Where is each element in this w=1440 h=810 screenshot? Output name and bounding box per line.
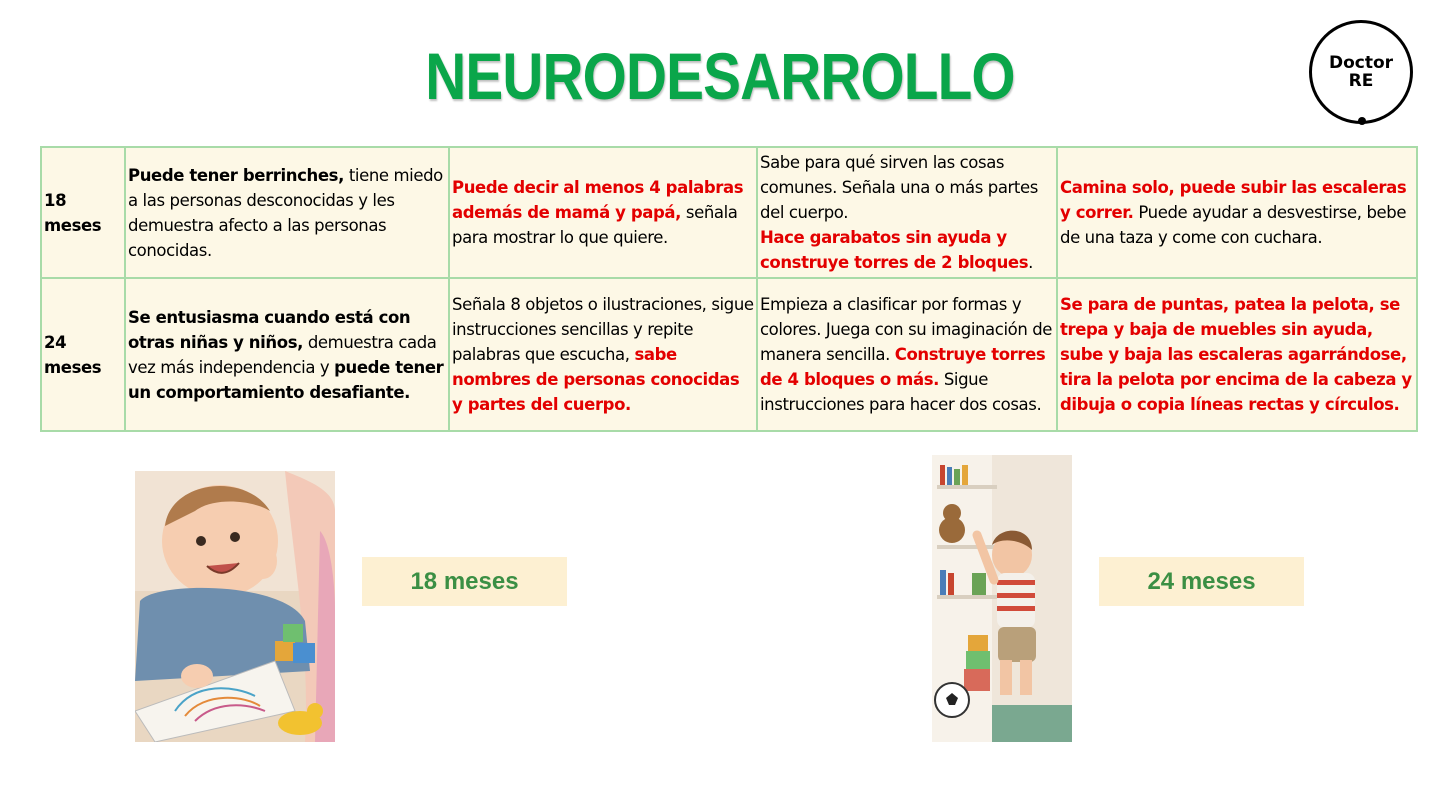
social-cell: Se entusiasma cuando está con otras niñas y niños, demuestra cada vez más independencia y puede tener un comportamiento desafiante.: [125, 278, 449, 431]
baby-drawing-illustration: [135, 471, 335, 742]
age-label-18: 18 meses: [362, 557, 567, 606]
motor-cell: Camina solo, puede subir las escaleras y correr. Puede ayudar a desvestirse, bebe de una taza y come con cuchara.: [1057, 147, 1417, 278]
language-cell: Señala 8 objetos o ilustraciones, sigue instrucciones sencillas y repite palabras que escucha, sabe nombres de personas conocidas y partes del cuerpo.: [449, 278, 757, 431]
table-row: [41, 278, 1417, 431]
cognitive-cell: Sabe para qué sirven las cosas comunes. Señala una o más partes del cuerpo. Hace garabatos sin ayuda y construye torres de 2 bloques.: [757, 147, 1057, 278]
logo-line2: RE: [1348, 71, 1374, 91]
milestones-table: [40, 146, 1418, 432]
logo-tail-icon: [1358, 117, 1366, 125]
page-title: NEURODESARROLLO: [425, 39, 1015, 113]
logo-line1: Doctor: [1328, 53, 1394, 73]
toddler-shelf-illustration: [932, 455, 1072, 742]
motor-cell: Se para de puntas, patea la pelota, se trepa y baja de muebles sin ayuda, sube y baja las escaleras agarrándose, tira la pelota por encima de la cabeza y dibuja o copia líneas rectas y círculos.: [1057, 278, 1417, 431]
doctor-re-logo: [1309, 20, 1413, 124]
table-row: [41, 147, 1417, 278]
social-cell: Puede tener berrinches, tiene miedo a las personas desconocidas y les demuestra afecto a las personas conocidas.: [125, 147, 449, 278]
language-cell: Puede decir al menos 4 palabras además de mamá y papá, señala para mostrar lo que quiere.: [449, 147, 757, 278]
cognitive-cell: Empieza a clasificar por formas y colores. Juega con su imaginación de manera sencilla. Construye torres de 4 bloques o más. Sigue instrucciones para hacer dos cosas.: [757, 278, 1057, 431]
age-label-24: 24 meses: [1099, 557, 1304, 606]
age-cell: 18 meses: [41, 147, 125, 278]
age-cell: 24 meses: [41, 278, 125, 431]
